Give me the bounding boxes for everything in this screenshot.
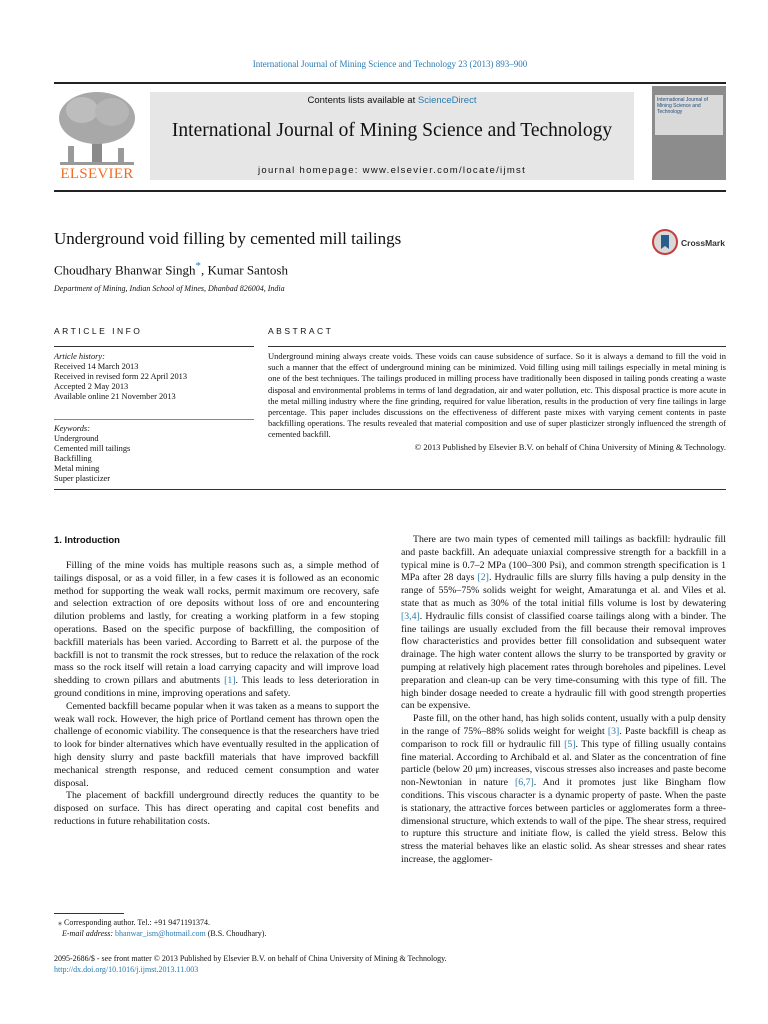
abstract-heading: ABSTRACT bbox=[268, 326, 334, 336]
keyword: Metal mining bbox=[54, 464, 100, 473]
body-column-left bbox=[54, 560, 379, 829]
keyword: Backfilling bbox=[54, 454, 92, 463]
paragraph bbox=[401, 534, 726, 713]
article-history bbox=[54, 352, 254, 402]
paragraph bbox=[401, 713, 726, 867]
keywords-label: Keywords: bbox=[54, 424, 90, 433]
contents-line bbox=[150, 95, 634, 106]
footnote bbox=[54, 917, 379, 939]
header-rule bbox=[54, 190, 726, 192]
divider bbox=[268, 346, 726, 347]
journal-cover-title: International Journal of Mining Science and Technology bbox=[655, 95, 723, 135]
article-info-heading: ARTICLE INFO bbox=[54, 326, 143, 336]
affiliation: Department of Mining, Indian School of Mines, Dhanbad 826004, India bbox=[54, 284, 285, 293]
footnote-rule bbox=[54, 913, 124, 914]
text: . This type of filling usually contains fine material. According to Archibald et al. and Slater as the concentration of fine particle (below 20 μm) increases, viscous stresses also increases and paste become non-Newtonian in nature bbox=[401, 738, 726, 789]
footnote-text: Corresponding author. Tel.: +91 9471191374. bbox=[62, 918, 210, 927]
paragraph: The placement of backfill underground directly reduces the quantity to be disposed on surface. This has direct operating and capital cost benefits and reductions in future rehabilitation costs. bbox=[54, 790, 379, 827]
email-note bbox=[54, 928, 379, 939]
citation-link[interactable]: [3,4] bbox=[401, 610, 420, 622]
history-item: Received in revised form 22 April 2013 bbox=[54, 372, 188, 381]
footnote-mark: ⁎ bbox=[58, 918, 62, 927]
text: There are two main types of cemented mill tailings as backfill: hydraulic fill and paste backfill. An adequate uniaxial compressive strength for a backfill in a typical mine is 0.7–2 MPa (100–300 Psi), and common strength specification is 1 MPa after 28 days bbox=[401, 534, 726, 584]
page-footer bbox=[54, 953, 726, 975]
abstract-body bbox=[268, 351, 726, 453]
paragraph: Cemented backfill became popular when it was taken as a means to support the weak wall rock. However, the high price of Portland cement has thrown open the challenge of economic viability. The consequence is that the researchers have tried to look for binder alternatives which have eventually resulted in the application of high density slurry and paste backfill materials that have improved backfill mechanical strength response, and reduced cement consumption and water disposal. bbox=[54, 700, 379, 789]
corresponding-author-note bbox=[54, 917, 379, 928]
keyword: Super plasticizer bbox=[54, 474, 111, 483]
text: . And it promotes just like Bingham flow conditions. This viscous character is a dynamic property of paste. When the paste is stationary, the attractive forces between particles or agglomerates form a three-dimensional structure, which extends to wall of the pipe. The shear stress, required to rupture this structure and initiate flow, is called the yield stress. Below this stress the material behaves like an elastic solid. As shear stresses and shear rates increase, the agglomer- bbox=[401, 777, 727, 865]
journal-title: International Journal of Mining Science and Technology bbox=[171, 120, 613, 141]
text: . This leads to less deterioration in ground conditions in mine, improving operations and safety. bbox=[54, 675, 379, 699]
abstract-copyright: © 2013 Published by Elsevier B.V. on behalf of China University of Mining & Technology. bbox=[414, 441, 726, 452]
keyword: Cemented mill tailings bbox=[54, 444, 131, 453]
citation-link[interactable]: [6,7] bbox=[514, 777, 534, 789]
text: . Paste backfill is cheap as comparison to rock fill or hydraulic fill bbox=[401, 725, 726, 750]
author-separator: , bbox=[200, 262, 208, 278]
paragraph bbox=[54, 560, 379, 701]
elsevier-logo-text: ELSEVIER bbox=[60, 166, 134, 182]
doi-link[interactable]: http://dx.doi.org/10.1016/j.ijmst.2013.11.003 bbox=[54, 965, 199, 974]
citation-link[interactable]: [5] bbox=[564, 738, 576, 750]
history-item: Available online 21 November 2013 bbox=[54, 392, 176, 401]
citation-link[interactable]: [3] bbox=[607, 725, 620, 737]
divider bbox=[54, 346, 254, 347]
author-list bbox=[54, 260, 288, 278]
journal-homepage[interactable]: journal homepage: www.elsevier.com/locate/ijmst bbox=[257, 165, 527, 176]
sciencedirect-link[interactable]: ScienceDirect bbox=[417, 95, 477, 106]
citation-link[interactable]: [2] bbox=[477, 572, 489, 584]
history-item: Received 14 March 2013 bbox=[54, 362, 139, 371]
abstract-text: Underground mining always create voids. These voids can cause subsidence of surface. So it is always a demand to fill the void in such a manner that the effect of underground mining can be minimized. Void filling using mill tailings especially in metal mining is one of the best techniques. The tailings produced in milling process have traditionally been disposed in tailing ponds creating a waste disposal and environmental problems in terms of land degradation, air and water pollution, etc. This disposal practice is more acute in the metal milling industry where the fine grinding, required for value liberation, results in the production of very fine tailings in large percentage. This paper includes discussions on the effectiveness of different paste mixes with varying cement contents in paste backfilling operations. The results revealed that material composition and use of super plasticizer strongly influenced the strength of cemented backfill. bbox=[268, 351, 726, 440]
article-title: Underground void filling by cemented mill tailings bbox=[54, 229, 402, 248]
text: Filling of the mine voids has multiple reasons such as, a simple method of tailings disposal, or as a void filler, in a few cases it is followed as an economic method for supporting the weak wall rocks, permit maximum ore recovery, safe and selection extraction of ore deposits without loss of ore and encountering dilution problems and lastly, for creating a working platform in a few stoping operations. Based on the specific purpose of backfilling, the composition of backfill materials has been varied. According to Barrett et al. the purpose of the backfill is not to transmit the rock stresses, but to reduce the relaxation of the rock mass so the rock itself will retain a load carrying capacity and will improve load shedding to crown pillars and abutments bbox=[54, 560, 379, 687]
divider bbox=[54, 489, 726, 490]
top-rule bbox=[54, 82, 726, 84]
contents-prefix: Contents lists available at bbox=[307, 95, 418, 106]
author-name: Kumar Santosh bbox=[207, 262, 288, 278]
history-item: Accepted 2 May 2013 bbox=[54, 382, 129, 391]
corresponding-author-mark[interactable]: * bbox=[195, 260, 201, 272]
author-name: Choudhary Bhanwar Singh bbox=[54, 262, 196, 278]
keywords bbox=[54, 424, 254, 484]
text: . Hydraulic fills consist of classified coarse tailings along with a binder. The fine tailings are usually excluded from the fill because their removal improves flow characteristics and provides better fill consolidation and subsequent water drainage. The high water content allows the slurry to be transported by gravity or pumping at relatively high placement rates through boreholes and pipelines. Level preparation and clean-up can be very time-consuming with this type of fill. The high binder dosage needed to create a hydraulic fill with good strength properties can be expensive. bbox=[401, 610, 726, 712]
text: Paste fill, on the other hand, has high solids content, usually with a pulp density in the range of 75%–88% solids weight for weight bbox=[401, 713, 726, 737]
section-heading: 1. Introduction bbox=[54, 535, 120, 546]
text: . Hydraulic fills are slurry fills having a pulp density in the range of 55%–75% solids weight for weight, Amaratunga et al. and Viles et al. state that as much as 30% of the total initial fills volume is lost by dewatering bbox=[401, 572, 726, 609]
crossmark-label[interactable]: CrossMark bbox=[681, 238, 725, 248]
history-label: Article history: bbox=[54, 352, 105, 361]
citation-link[interactable]: [1] bbox=[224, 675, 236, 687]
crossmark-icon[interactable] bbox=[652, 229, 678, 255]
email-owner: (B.S. Choudhary). bbox=[205, 929, 267, 938]
divider bbox=[54, 419, 254, 420]
journal-reference[interactable]: International Journal of Mining Science and Technology 23 (2013) 893–900 bbox=[252, 59, 528, 69]
body-column-right bbox=[401, 534, 726, 867]
email-label: E-mail address: bbox=[62, 929, 116, 938]
email-link[interactable]: bhanwar_ism@hotmail.com bbox=[115, 929, 206, 938]
keyword: Underground bbox=[54, 434, 99, 443]
issn-line: 2095-2686/$ - see front matter © 2013 Published by Elsevier B.V. on behalf of China University of Mining & Technology. bbox=[54, 954, 447, 963]
